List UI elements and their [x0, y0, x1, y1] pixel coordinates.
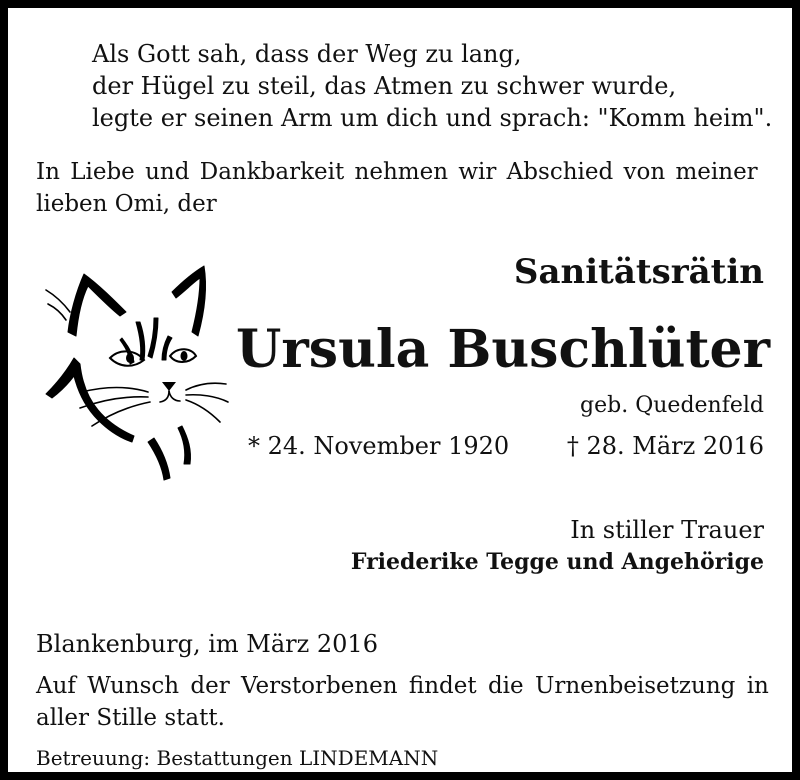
poem-line-2: der Hügel zu steil, das Atmen zu schwer wurde, [92, 72, 677, 100]
poem-line-3: legte er seinen Arm um dich und sprach: "Komm heim". [92, 104, 773, 132]
mourners: Friederike Tegge und Angehörige [350, 549, 764, 575]
wish-line-1: Auf Wunsch der Verstorbenen findet die Urnenbeisetzung in [36, 673, 769, 699]
funeral-home-credit: Betreuung: Bestattungen LINDEMANN [36, 746, 439, 770]
mourning-line: In stiller Trauer [570, 516, 764, 544]
cat-face-icon [36, 252, 236, 492]
wish-line-2: aller Stille statt. [36, 705, 225, 731]
honorific-title: Sanitätsrätin [513, 252, 764, 292]
place-date: Blankenburg, im März 2016 [36, 630, 378, 658]
intro-line-2: lieben Omi, der [36, 191, 217, 217]
intro-line-1: In Liebe und Dankbarkeit nehmen wir Abschied von meiner [36, 159, 758, 185]
death-date: † 28. März 2016 [566, 432, 764, 460]
birth-name: geb. Quedenfeld [580, 393, 764, 418]
poem-line-1: Als Gott sah, dass der Weg zu lang, [92, 40, 522, 68]
birth-date: * 24. November 1920 [248, 432, 510, 460]
deceased-name: Ursula Buschlüter [236, 319, 770, 380]
